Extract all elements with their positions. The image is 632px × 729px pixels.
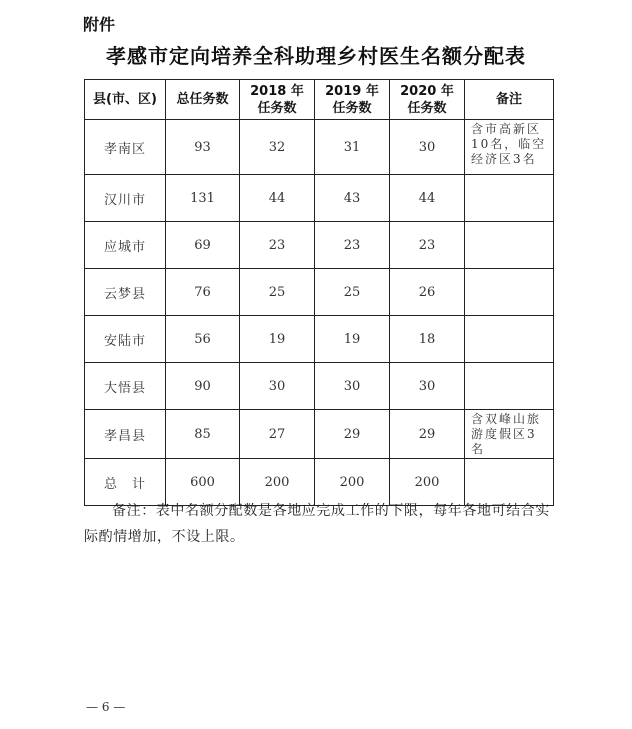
cell-2019: 43 (315, 175, 390, 222)
cell-county: 云梦县 (85, 269, 166, 316)
cell-2019: 30 (315, 363, 390, 410)
header-2019: 2019 年 任务数 (315, 80, 390, 120)
cell-total: 90 (166, 363, 240, 410)
cell-2018: 27 (240, 410, 315, 459)
header-2020: 2020 年 任务数 (390, 80, 465, 120)
cell-2018: 25 (240, 269, 315, 316)
cell-2019: 200 (315, 459, 390, 506)
table-row (85, 120, 554, 175)
cell-2020: 29 (390, 410, 465, 459)
header-county: 县(市、区) (85, 80, 166, 120)
table-header-row (85, 80, 554, 120)
page-number: — 6 — (86, 700, 126, 714)
header-2018: 2018 年 任务数 (240, 80, 315, 120)
cell-2019: 29 (315, 410, 390, 459)
cell-county: 孝昌县 (85, 410, 166, 459)
cell-note (465, 269, 554, 316)
cell-2018: 23 (240, 222, 315, 269)
quota-table (84, 79, 554, 506)
cell-2018: 200 (240, 459, 315, 506)
cell-total: 600 (166, 459, 240, 506)
cell-2018: 44 (240, 175, 315, 222)
cell-2020: 30 (390, 363, 465, 410)
cell-2020: 18 (390, 316, 465, 363)
footnote: 备注：表中名额分配数是各地应完成工作的下限，每年各地可结合实际酌情增加，不设上限。 (84, 503, 550, 545)
cell-2018: 30 (240, 363, 315, 410)
cell-county: 汉川市 (85, 175, 166, 222)
cell-2019: 25 (315, 269, 390, 316)
cell-2018: 19 (240, 316, 315, 363)
cell-total: 85 (166, 410, 240, 459)
cell-2020: 200 (390, 459, 465, 506)
cell-county: 安陆市 (85, 316, 166, 363)
cell-note: 含市高新区10名，临空经济区3名 (465, 120, 554, 175)
header-note: 备注 (465, 80, 554, 120)
header-total: 总任务数 (166, 80, 240, 120)
attachment-label: 附件 (83, 15, 116, 34)
cell-county: 总 计 (85, 459, 166, 506)
cell-2020: 23 (390, 222, 465, 269)
cell-note: 含双峰山旅游度假区3名 (465, 410, 554, 459)
cell-note (465, 363, 554, 410)
cell-2019: 23 (315, 222, 390, 269)
cell-total: 69 (166, 222, 240, 269)
table-row (85, 316, 554, 363)
table-row (85, 222, 554, 269)
cell-2020: 44 (390, 175, 465, 222)
cell-county: 应城市 (85, 222, 166, 269)
table-row (85, 363, 554, 410)
cell-county: 孝南区 (85, 120, 166, 175)
cell-2020: 30 (390, 120, 465, 175)
cell-2020: 26 (390, 269, 465, 316)
table-row (85, 175, 554, 222)
cell-note (465, 175, 554, 222)
table-row (85, 269, 554, 316)
cell-total: 56 (166, 316, 240, 363)
cell-total: 76 (166, 269, 240, 316)
table-row (85, 410, 554, 459)
cell-note (465, 222, 554, 269)
cell-total: 131 (166, 175, 240, 222)
cell-2018: 32 (240, 120, 315, 175)
page-title: 孝感市定向培养全科助理乡村医生名额分配表 (106, 44, 526, 68)
cell-total: 93 (166, 120, 240, 175)
cell-2019: 31 (315, 120, 390, 175)
cell-county: 大悟县 (85, 363, 166, 410)
cell-note (465, 316, 554, 363)
cell-2019: 19 (315, 316, 390, 363)
